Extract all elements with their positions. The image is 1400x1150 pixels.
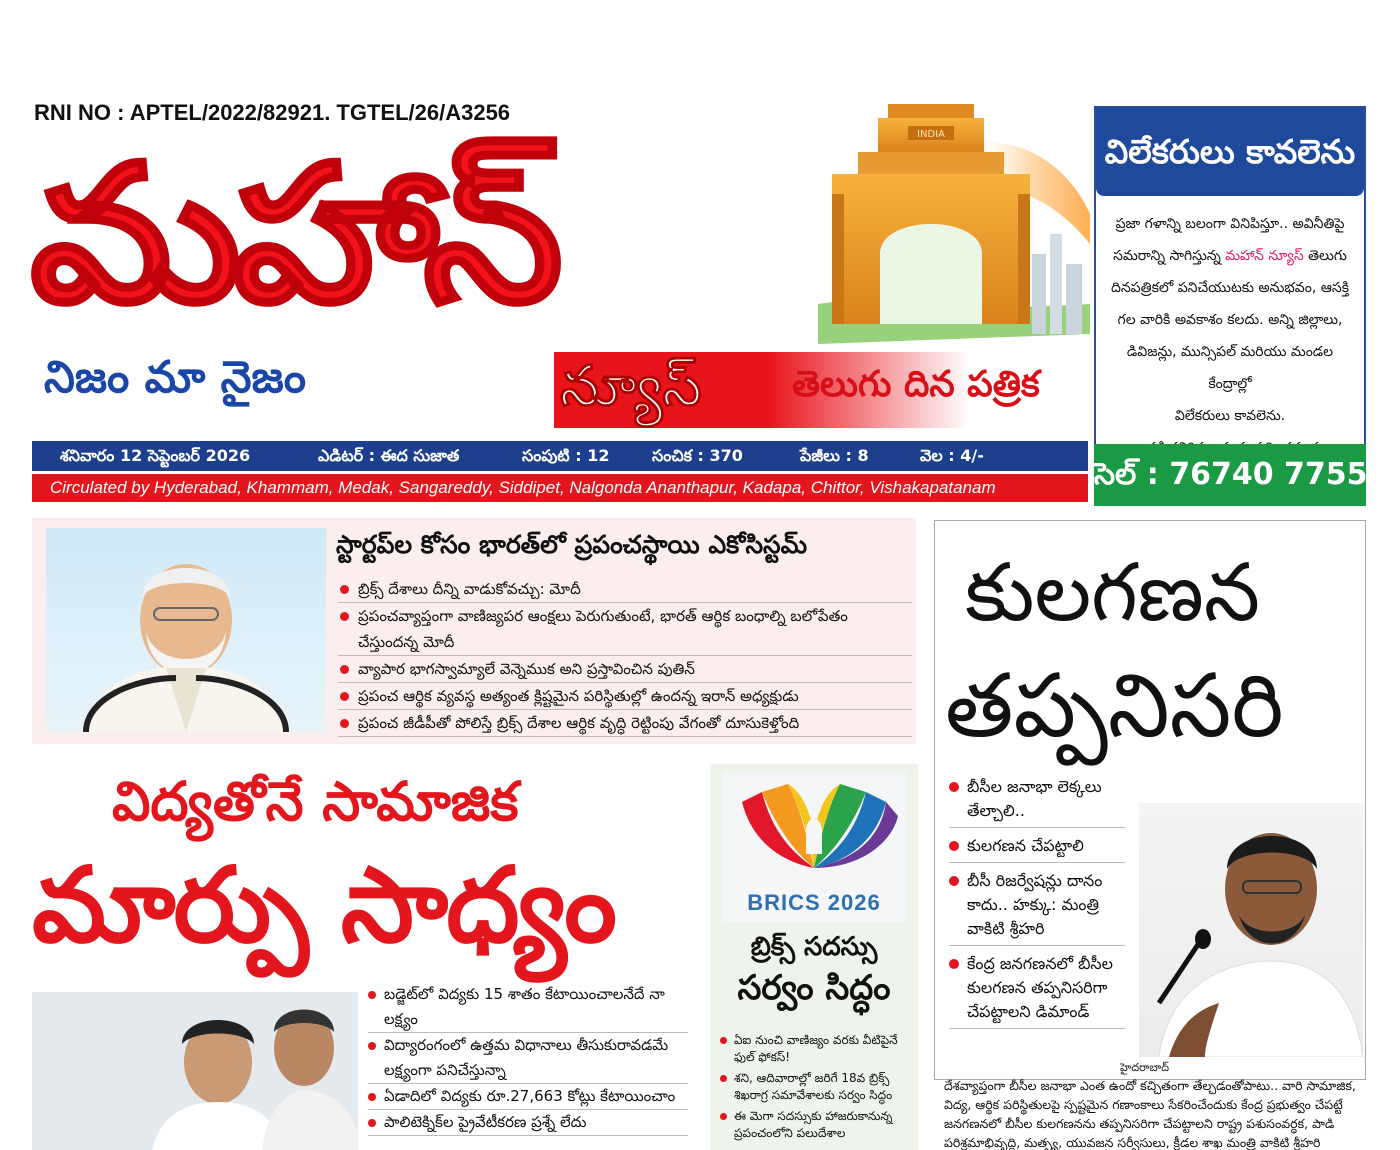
list-item: ప్రపంచ ఆర్థిక వ్యవస్థ అత్యంత క్లిష్టమైన పరిస్థితుల్లో ఉందన్న ఇరాన్ అధ్యక్షుడు bbox=[338, 683, 912, 710]
list-item: బ్రిక్స్ దేశాలు దీన్ని వాడుకోవచ్చు: మోదీ bbox=[338, 576, 912, 603]
edu-headline-line1: విద్యతోనే సామాజిక bbox=[112, 770, 519, 833]
census-headline-line2: తప్పనిసరి bbox=[945, 654, 1284, 757]
modi-photo bbox=[46, 528, 326, 732]
list-item: కేంద్ర జనగణనలో బీసీల కులగణన తప్పనిసరిగా చేపట్టాలని డిమాండ్ bbox=[949, 952, 1125, 1029]
ad-line: సమరాన్ని సాగిస్తున్న మహాన్ న్యూస్ తెలుగు bbox=[1113, 248, 1347, 264]
caste-census-story bbox=[934, 520, 1366, 1080]
brics-bullets bbox=[720, 1032, 916, 1146]
ad-line: గల వారికి అవకాశం కలదు. అన్ని జిల్లాలు, bbox=[1117, 312, 1343, 328]
list-item: కులగణన చేపట్టాలి bbox=[949, 834, 1125, 863]
rni-number: RNI NO : APTEL/2022/82921. TGTEL/26/A3256 bbox=[34, 100, 511, 125]
list-item: వ్యాపార భాగస్వామ్యాలే వెన్నెముక అని ప్రస్తావించిన పుతిన్ bbox=[338, 656, 912, 683]
brics-summit-story bbox=[710, 764, 918, 1150]
edu-story-bullets bbox=[368, 982, 688, 1136]
paper-type-label: తెలుగు దిన పత్రిక bbox=[792, 364, 1040, 405]
census-headline-line1: కులగణన bbox=[965, 546, 1261, 639]
brics-headline-line2: సర్వం సిద్ధం bbox=[737, 968, 891, 1008]
issue-info-bar bbox=[32, 441, 1088, 471]
edu-headline-line2: మార్పు సాధ్యం bbox=[32, 844, 615, 966]
page-count: పేజీలు : 8 bbox=[800, 446, 869, 465]
brics-logo-text: BRICS 2026 bbox=[747, 890, 881, 915]
circulation-bar: Circulated by Hyderabad, Khammam, Medak, Sangareddy, Siddipet, Nalgonda Ananthapur, Kadapa, Chittor, Vishakapatanam bbox=[32, 474, 1088, 502]
census-bullets bbox=[949, 775, 1125, 1035]
ad-line: విలేకరులు కావలెను. bbox=[1174, 408, 1286, 424]
brics-startup-story bbox=[32, 518, 916, 744]
top-story-headline: స్టార్టప్‌ల కోసం భారత్‌లో ప్రపంచస్థాయి ఎకోసిస్టమ్ bbox=[336, 530, 808, 559]
list-item: శని, ఆదివారాల్లో జరిగే 18వ బ్రిక్స్ శిఖరాగ్ర సమావేశాలకు సర్వం సిద్ధం bbox=[720, 1070, 916, 1104]
census-dateline: హైదరాబాద్ bbox=[1120, 1061, 1169, 1074]
volume-number: సంపుటి : 12 bbox=[522, 446, 610, 465]
issue-number: సంచిక : 370 bbox=[652, 446, 743, 465]
list-item: బీసీ రిజర్వేషన్లు దానం కాదు.. హక్కు: మంత్రి వాకిటి శ్రీహరి bbox=[949, 869, 1125, 946]
ad-heading: విలేకరులు కావలెను bbox=[1096, 108, 1364, 196]
india-gate-illustration bbox=[818, 104, 1090, 354]
list-item: ఈ మెగా సదస్సుకు హాజరుకానున్న ప్రపంచంలోని పలుదేశాల bbox=[720, 1108, 916, 1142]
masthead-slogan: నిజం మా నైజం bbox=[44, 352, 307, 403]
ad-line: డివిజన్లు, మున్సిపల్ మరియు మండల కేంద్రాల్లో bbox=[1126, 344, 1334, 392]
list-item: ప్రపంచ జీడీపీతో పోలిస్తే బ్రిక్స్ దేశాల ఆర్థిక వృద్ధి రెట్టింపు వేగంతో దూసుకెళ్తోంది bbox=[338, 710, 912, 737]
chief-minister-photo bbox=[32, 992, 358, 1150]
ad-phone-number: సెల్ : 76740 77551 bbox=[1094, 444, 1366, 506]
brics-logo bbox=[722, 772, 906, 922]
ad-brand-name: మహాన్ న్యూస్ bbox=[1225, 248, 1304, 264]
list-item: ఏడాదిలో విద్యకు రూ.27,663 కోట్లు కేటాయించాం bbox=[368, 1084, 688, 1110]
list-item: పాలిటెక్నిక్‌ల ప్రైవేటీకరణ ప్రశ్నే లేదు bbox=[368, 1110, 688, 1136]
list-item: బడ్జెట్‌లో విద్యకు 15 శాతం కేటాయించాలనేదే నా లక్ష్యం bbox=[368, 982, 688, 1033]
list-item: ఏఐ నుంచి వాణిజ్యం వరకు వీటిపైనే ఫుల్ ఫోకస్! bbox=[720, 1032, 916, 1066]
list-item: బీసీల జనాభా లెక్కలు తేల్చాలి.. bbox=[949, 775, 1125, 828]
ad-body bbox=[1104, 208, 1356, 464]
issue-date: శనివారం 12 సెప్టెంబర్ 2026 bbox=[60, 446, 251, 465]
masthead-logo: మహాన్ bbox=[30, 124, 555, 345]
list-item: ప్రపంచవ్యాప్తంగా వాణిజ్యపర ఆంక్షలు పెరుగుతుంటే, భారత్ ఆర్థిక బంధాల్ని బలోపేతం చేస్తుందన్న మోదీ bbox=[338, 603, 912, 656]
price: వెల : 4/- bbox=[920, 446, 984, 465]
gate-label: INDIA bbox=[917, 129, 945, 140]
ad-line: దినపత్రికలో పనిచేయుటకు అనుభవం, ఆసక్తి bbox=[1110, 280, 1350, 296]
list-item: విద్యారంగంలో ఉత్తమ విధానాలు తీసుకురావడమే లక్ష్యంగా పనిచేస్తున్నా bbox=[368, 1033, 688, 1084]
masthead-news-word: న్యూస్ bbox=[560, 354, 702, 419]
census-body-text: దేశవ్యాప్తంగా బీసీల జనాభా ఎంత ఉందో కచ్చితంగా తేల్చడంతోపాటు.. వారి సామాజిక, విద్య, ఆర్థిక పరిస్థితులపై స్పష్టమైన గణాంకాలు సేకరించేందుకు కేంద్ర ప్రభుత్వం చేపట్టే జనగణనలో బీసీల కులగణనను తప్పనిసరిగా చేపట్టాలని రాష్ట్ర పశుసంవర్ధక, పాడి పరిశ్రమాభివృద్ధి, మత్స్య, యువజన సర్వీసులు, క్రీడల శాఖ మంత్రి వాకిటి శ్రీహరి bbox=[944, 1078, 1356, 1150]
minister-photo bbox=[1139, 803, 1363, 1057]
editor-name: ఎడిటర్ : ఈద సుజాత bbox=[318, 446, 460, 465]
ad-line: ప్రజా గళాన్ని బలంగా వినిపిస్తూ.. అవినీతిపై bbox=[1115, 216, 1345, 232]
top-story-bullets bbox=[338, 576, 912, 737]
brics-headline-line1: బ్రిక్స్ సదస్సు bbox=[750, 932, 878, 962]
reporters-wanted-ad bbox=[1094, 106, 1389, 506]
